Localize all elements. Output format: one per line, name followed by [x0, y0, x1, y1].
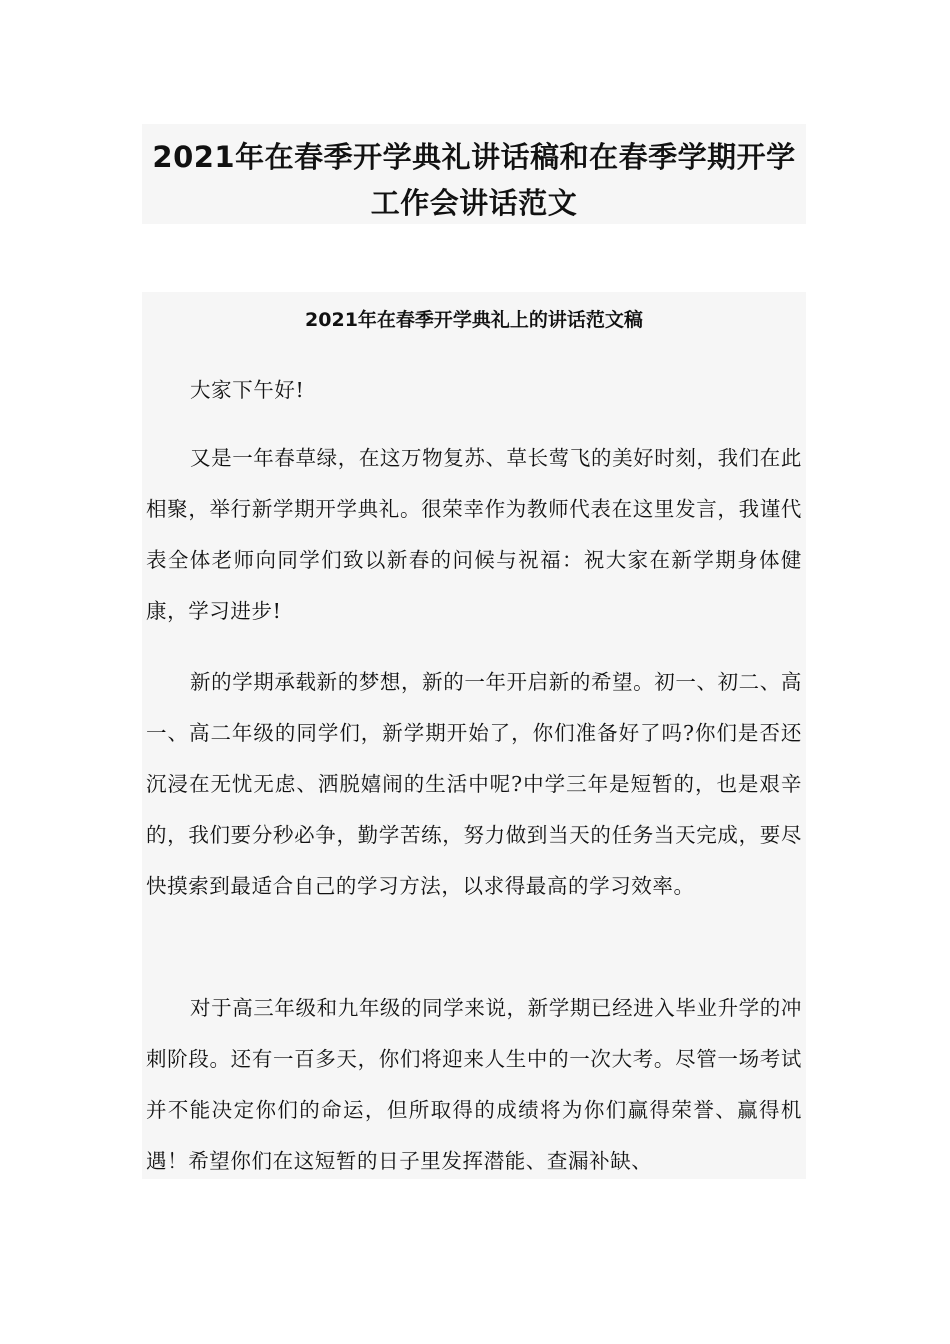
- content-block: [142, 292, 806, 1179]
- section-title: 2021年在春季开学典礼上的讲话范文稿: [305, 309, 643, 331]
- paragraph-2: 新的学期承载新的梦想，新的一年开启新的希望。初一、初二、高一、高二年级的同学们，新学期开始了，你们准备好了吗?你们是否还沉浸在无忧无虑、洒脱嬉闹的生活中呢?中学三年是短暂的，也是艰辛的，我们要分秒必争，勤学苦练，努力做到当天的任务当天完成，要尽快摸索到最适合自己的学习方法，以求得最高的学习效率。: [146, 670, 802, 898]
- paragraph-1: 又是一年春草绿，在这万物复苏、草长莺飞的美好时刻，我们在此相聚，举行新学期开学典礼。很荣幸作为教师代表在这里发言，我谨代表全体老师向同学们致以新春的问候与祝福：祝大家在新学期身体健康，学习进步!: [146, 446, 802, 623]
- title-block: [142, 124, 806, 224]
- paragraph-greeting: 大家下午好!: [190, 378, 305, 402]
- document-title: 2021年在春季开学典礼讲话稿和在春季学期开学工作会讲话范文: [152, 140, 796, 220]
- paragraph-3: 对于高三年级和九年级的同学来说，新学期已经进入毕业升学的冲刺阶段。还有一百多天，你们将迎来人生中的一次大考。尽管一场考试并不能决定你们的命运，但所取得的成绩将为你们赢得荣誉、赢得机遇！希望你们在这短暂的日子里发挥潜能、查漏补缺、: [146, 996, 802, 1173]
